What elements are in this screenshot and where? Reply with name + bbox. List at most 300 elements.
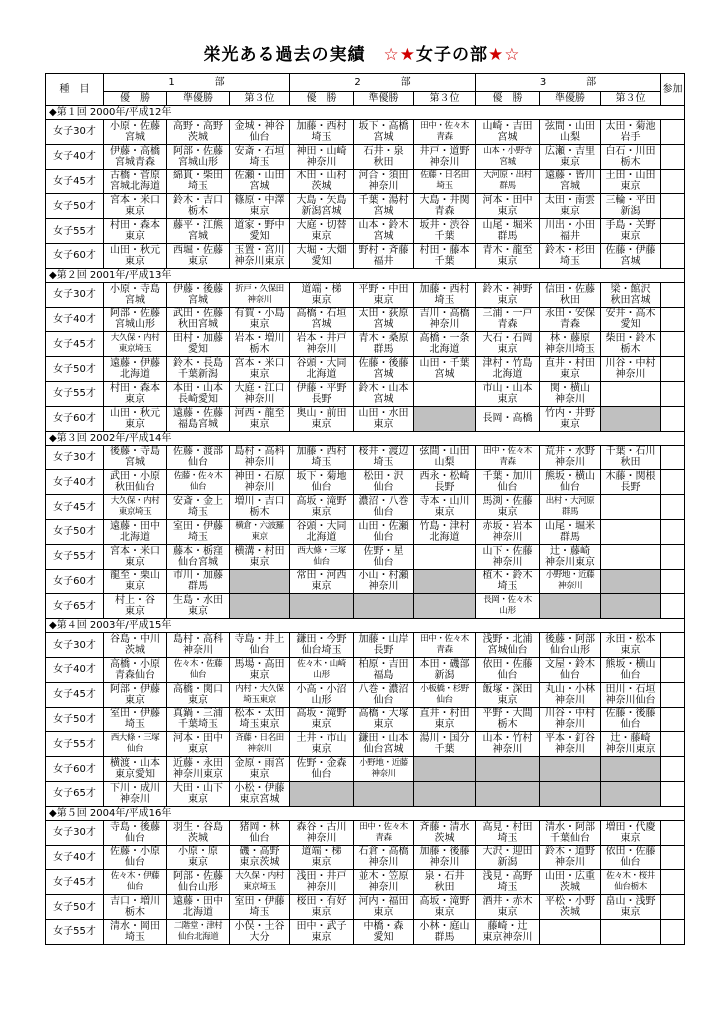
result-cell	[230, 919, 290, 944]
player-prefecture: 仙台	[373, 507, 394, 519]
player-names: 泉・石井	[424, 871, 465, 883]
result-cell	[167, 519, 230, 544]
result-cell	[290, 144, 354, 169]
player-names: 寺島・後藤	[110, 821, 160, 833]
place-third-header: 第３位	[230, 92, 290, 106]
player-names: 高橋・小原	[110, 658, 160, 670]
player-names: 小野地・近藤	[545, 570, 595, 581]
player-names: 安斎・金上	[173, 496, 223, 508]
result-cell	[230, 707, 290, 732]
result-cell	[230, 194, 290, 219]
result-cell	[414, 895, 476, 920]
result-cell	[167, 544, 230, 569]
result-cell	[601, 194, 661, 219]
result-cell	[476, 757, 540, 782]
result-cell	[104, 243, 167, 268]
player-names: 島村・高科	[234, 446, 285, 458]
player-names: 後藤・寺島	[110, 446, 160, 458]
result-cell	[290, 445, 354, 470]
result-cell	[414, 243, 476, 268]
player-names: 鈴木・長島	[173, 358, 223, 370]
player-names: 谷頭・大同	[296, 520, 347, 532]
category-cell: 女子40才	[46, 144, 104, 169]
player-names: 加藤・後藤	[419, 846, 470, 858]
player-names: 大久保・内村	[110, 496, 160, 507]
result-row	[46, 682, 685, 707]
result-cell	[354, 569, 414, 594]
player-prefecture: 神奈川	[371, 769, 396, 780]
result-cell	[414, 282, 476, 307]
player-prefecture: 秋田	[434, 882, 455, 894]
result-row	[46, 307, 685, 332]
player-names: 高坂・滝野	[296, 708, 347, 720]
place-winner-header: 優 勝	[476, 92, 540, 106]
category-cell: 女子30才	[46, 633, 104, 658]
category-cell: 女子55才	[46, 381, 104, 406]
player-prefecture: 北海道	[183, 907, 213, 918]
player-prefecture: 愛知	[620, 319, 641, 331]
player-names: 大島・矢島	[296, 195, 347, 207]
category-cell: 女子55才	[46, 219, 104, 244]
result-cell	[354, 519, 414, 544]
result-row	[46, 194, 685, 219]
player-names: 田中・佐々木	[420, 120, 469, 131]
result-cell	[540, 682, 601, 707]
category-header: 種 目	[46, 74, 104, 106]
player-prefecture: 仙台	[126, 882, 144, 893]
player-names: 山田・佐瀬	[358, 520, 409, 532]
player-prefecture: 東京	[497, 907, 518, 918]
player-prefecture: 長崎愛知	[178, 393, 218, 405]
result-cell	[354, 682, 414, 707]
player-names: 横溝・村田	[234, 545, 285, 557]
result-cell	[414, 470, 476, 495]
player-names: 佐藤・小原	[110, 846, 160, 858]
player-names: 金城・神谷	[234, 120, 285, 132]
player-names: 丸山・小林	[545, 683, 595, 695]
player-prefecture: 千葉新潟	[178, 369, 218, 381]
player-prefecture: 神奈川	[247, 294, 272, 305]
player-prefecture: 群馬	[499, 181, 516, 192]
player-names: 本田・山本	[173, 382, 223, 394]
player-names: 鈴木・山本	[358, 382, 409, 394]
player-prefecture: 栃木	[249, 507, 270, 519]
result-cell	[476, 870, 540, 895]
result-cell	[540, 470, 601, 495]
result-cell	[354, 495, 414, 520]
result-cell	[414, 169, 476, 194]
result-cell	[167, 845, 230, 870]
player-names: 村上・谷	[115, 595, 155, 607]
category-cell: 女子30才	[46, 282, 104, 307]
player-prefecture: 群馬	[434, 931, 455, 943]
player-prefecture: 茨城	[560, 907, 580, 918]
section-header-row	[46, 806, 685, 820]
section-label: ◆第３回 2002年/平成14年	[46, 431, 685, 445]
player-prefecture: 埼玉	[188, 531, 208, 543]
player-prefecture: 青森	[436, 645, 453, 656]
result-cell	[104, 682, 167, 707]
player-prefecture: 茨城	[188, 131, 208, 143]
player-names: 小板橋・杉野	[420, 683, 469, 694]
result-cell	[354, 732, 414, 757]
player-names: 木藤・関根	[605, 471, 656, 483]
result-cell	[414, 757, 476, 782]
result-cell	[290, 870, 354, 895]
result-cell	[476, 219, 540, 244]
result-cell	[476, 307, 540, 332]
result-cell	[354, 845, 414, 870]
result-cell	[104, 332, 167, 357]
result-cell	[354, 919, 414, 944]
player-names: 依田・佐藤	[482, 658, 533, 670]
player-prefecture: 東京	[560, 418, 580, 430]
player-names: 佐藤・日名田	[420, 170, 469, 181]
player-prefecture: 東京	[311, 418, 332, 430]
result-cell	[104, 732, 167, 757]
player-names: 河合・須田	[358, 170, 409, 182]
result-cell	[354, 820, 414, 845]
player-names: 佐藤・佐々木	[173, 471, 223, 482]
result-cell	[230, 544, 290, 569]
result-cell	[476, 781, 540, 806]
result-cell	[354, 707, 414, 732]
player-prefecture: 埼玉	[311, 131, 332, 143]
player-names: 綿貫・柴田	[173, 170, 223, 182]
player-names: 小松・伊藤	[234, 782, 285, 794]
player-names: 藤本・栃窪	[173, 545, 223, 557]
result-row	[46, 120, 685, 145]
result-cell	[354, 169, 414, 194]
player-prefecture: 北海道	[120, 369, 150, 381]
participation-cell	[661, 445, 685, 470]
category-cell: 女子50才	[46, 194, 104, 219]
player-names: 千葉・石川	[605, 446, 656, 458]
player-names: 太田・荻原	[358, 308, 409, 320]
result-cell	[540, 820, 601, 845]
player-prefecture: 長野	[434, 482, 455, 494]
result-cell	[540, 357, 601, 382]
result-row	[46, 845, 685, 870]
player-names: 田中・佐々木	[359, 821, 408, 832]
player-prefecture: 東京	[125, 606, 145, 618]
player-prefecture: 青森	[499, 457, 516, 468]
player-names: 山尾・堀米	[545, 520, 595, 532]
result-cell	[601, 781, 661, 806]
player-prefecture: 栃木	[188, 206, 208, 218]
player-prefecture: 東京	[497, 344, 518, 356]
player-names: 阿部・伊藤	[110, 683, 160, 695]
player-prefecture: 宮城山形	[178, 156, 218, 168]
player-names: 高橋・大塚	[358, 708, 409, 720]
result-cell	[540, 495, 601, 520]
player-prefecture: 仙台	[373, 694, 394, 706]
player-prefecture: 茨城	[560, 882, 580, 894]
player-names: 山田・広重	[545, 871, 595, 883]
result-cell	[414, 406, 476, 431]
player-names: 高野・高野	[173, 120, 223, 132]
result-cell	[601, 594, 661, 619]
result-cell	[540, 381, 601, 406]
result-cell	[290, 243, 354, 268]
section-header-row	[46, 106, 685, 120]
player-prefecture: 山梨	[434, 457, 455, 469]
player-prefecture: 福島宮城	[178, 418, 218, 430]
participation-cell	[661, 682, 685, 707]
participation-cell	[661, 519, 685, 544]
result-cell	[414, 544, 476, 569]
result-cell	[230, 757, 290, 782]
player-names: 田川・石垣	[605, 683, 656, 695]
player-names: 坂井・渋谷	[419, 220, 470, 232]
result-cell	[290, 781, 354, 806]
player-prefecture: 東京	[311, 907, 332, 918]
result-cell	[230, 569, 290, 594]
result-row	[46, 707, 685, 732]
player-names: 小野地・近藤	[359, 758, 408, 769]
category-cell: 女子65才	[46, 781, 104, 806]
player-names: 小山・村瀬	[358, 570, 409, 582]
result-cell	[290, 757, 354, 782]
player-prefecture: 仙台	[373, 556, 394, 568]
player-prefecture: 東京	[560, 206, 580, 218]
player-prefecture: 埼玉東京	[243, 694, 276, 705]
player-prefecture: 栃木	[125, 907, 145, 918]
player-prefecture: 北海道	[492, 369, 523, 381]
player-prefecture: 秋田仙台	[115, 482, 155, 494]
result-cell	[167, 781, 230, 806]
result-cell	[476, 381, 540, 406]
player-prefecture: 仙台	[373, 531, 394, 543]
player-prefecture: 神奈川	[368, 882, 399, 894]
player-names: 大河原・出村	[483, 170, 532, 181]
result-cell	[167, 495, 230, 520]
player-prefecture: 仙台埼玉	[301, 645, 342, 657]
result-cell	[601, 682, 661, 707]
player-names: 西永・松崎	[419, 471, 470, 483]
result-cell	[476, 495, 540, 520]
result-cell	[476, 144, 540, 169]
category-cell: 女子65才	[46, 594, 104, 619]
player-prefecture: 神奈川東京	[173, 769, 223, 781]
result-cell	[167, 569, 230, 594]
player-prefecture: 神奈川	[557, 581, 583, 592]
player-names: 山田・千葉	[419, 358, 470, 370]
player-prefecture: 長野	[620, 482, 641, 494]
player-prefecture: 栃木	[620, 344, 641, 356]
player-prefecture: 東京	[311, 931, 332, 943]
player-names: 浅見・高野	[482, 871, 533, 883]
result-cell	[104, 219, 167, 244]
result-cell	[354, 544, 414, 569]
player-names: 市川・加藤	[173, 570, 223, 582]
player-names: 赤坂・岩本	[482, 520, 533, 532]
player-prefecture: 茨城	[311, 181, 332, 193]
result-row	[46, 544, 685, 569]
result-cell	[540, 845, 601, 870]
player-names: 藤崎・辻	[487, 920, 528, 932]
player-prefecture: 東京	[434, 507, 455, 519]
player-names: 吉口・増川	[110, 896, 160, 907]
player-prefecture: 愛知	[311, 255, 332, 267]
player-prefecture: 埼玉	[497, 581, 518, 593]
player-names: 河西・龍至	[234, 407, 285, 419]
result-row	[46, 381, 685, 406]
result-cell	[601, 470, 661, 495]
player-prefecture: 東京	[620, 181, 641, 193]
player-prefecture: 宮城仙台	[487, 645, 528, 657]
player-prefecture: 仙台	[125, 857, 145, 869]
player-names: 谷島・中川	[110, 634, 160, 646]
player-prefecture: 仙台	[560, 482, 580, 494]
result-cell	[414, 219, 476, 244]
player-prefecture: 東京	[188, 694, 208, 706]
player-prefecture: 埼玉	[497, 882, 518, 894]
player-names: 鈴木・吉口	[173, 195, 223, 207]
result-cell	[167, 682, 230, 707]
player-prefecture: 東京	[125, 581, 145, 593]
player-names: 田中・佐々木	[483, 446, 532, 457]
player-prefecture: 仙台	[189, 482, 207, 493]
result-cell	[540, 406, 601, 431]
player-prefecture: 神奈川	[615, 369, 646, 381]
result-cell	[601, 243, 661, 268]
result-cell	[290, 594, 354, 619]
player-names: 高橋・石垣	[296, 308, 347, 320]
player-names: 佐藤・後藤	[605, 708, 656, 720]
result-cell	[476, 594, 540, 619]
title-sub: 女子の部	[416, 45, 488, 65]
result-cell	[230, 895, 290, 920]
result-cell	[354, 895, 414, 920]
player-prefecture: 東京	[249, 418, 270, 430]
result-row	[46, 569, 685, 594]
player-names: 西大條・三塚	[110, 733, 160, 744]
player-prefecture: 東京	[497, 294, 518, 306]
result-row	[46, 594, 685, 619]
player-names: 出村・大河原	[545, 496, 595, 507]
category-cell: 女子40才	[46, 307, 104, 332]
player-names: 斉藤・日名田	[235, 733, 284, 744]
place-runnerup-header: 準優勝	[167, 92, 230, 106]
header-row-places	[46, 92, 685, 106]
result-cell	[601, 732, 661, 757]
player-names: 阿部・佐藤	[173, 145, 223, 157]
result-cell	[476, 169, 540, 194]
player-prefecture: 神奈川	[306, 882, 337, 894]
section-header-row	[46, 431, 685, 445]
section-header-row	[46, 619, 685, 633]
result-row	[46, 470, 685, 495]
player-names: 山本・竹村	[482, 733, 533, 745]
player-prefecture: 神奈川東京	[234, 255, 285, 267]
player-names: 道端・梯	[301, 283, 342, 295]
category-cell: 女子55才	[46, 732, 104, 757]
player-names: 竹島・津村	[419, 520, 470, 532]
player-names: 直井・村田	[545, 358, 595, 370]
result-cell	[476, 332, 540, 357]
player-prefecture: 東京	[620, 645, 641, 657]
result-cell	[104, 707, 167, 732]
player-names: 河本・田中	[482, 195, 533, 207]
result-cell	[476, 194, 540, 219]
result-row	[46, 870, 685, 895]
player-names: 高橋・関口	[173, 683, 223, 695]
player-names: 山崎・吉田	[482, 120, 533, 132]
player-names: 熊坂・横山	[605, 658, 656, 670]
player-prefecture: 東京	[249, 669, 270, 681]
player-prefecture: 神奈川	[306, 832, 337, 844]
result-cell	[476, 120, 540, 145]
participation-cell	[661, 895, 685, 920]
player-names: 鈴木・神野	[482, 283, 533, 295]
player-names: 桜井・渡辺	[358, 446, 409, 458]
player-names: 森谷・古川	[296, 821, 347, 833]
player-names: 井戸・道野	[419, 145, 470, 157]
participation-cell	[661, 657, 685, 682]
player-prefecture: 仙台	[620, 857, 641, 869]
result-cell	[476, 732, 540, 757]
player-names: 平野・大間	[482, 708, 533, 720]
player-names: 鈴木・道野	[545, 846, 595, 858]
result-cell	[290, 169, 354, 194]
player-prefecture: 宮城	[125, 294, 145, 306]
player-names: 土田・山田	[605, 170, 656, 182]
category-cell: 女子45才	[46, 870, 104, 895]
result-cell	[414, 569, 476, 594]
player-prefecture: 東京神奈川	[482, 931, 533, 943]
result-cell	[104, 895, 167, 920]
player-names: 高見・村田	[482, 821, 533, 833]
result-cell	[230, 307, 290, 332]
result-cell	[230, 219, 290, 244]
player-prefecture: 東京	[125, 418, 145, 430]
player-names: 神田・石原	[234, 471, 285, 483]
result-cell	[290, 820, 354, 845]
result-cell	[290, 282, 354, 307]
result-cell	[104, 381, 167, 406]
player-names: 永田・松本	[605, 634, 656, 646]
player-prefecture: 神奈川	[555, 393, 585, 405]
result-cell	[414, 919, 476, 944]
player-prefecture: 茨城	[188, 832, 208, 844]
result-cell	[601, 657, 661, 682]
result-cell	[104, 544, 167, 569]
player-names: 室田・伊藤	[234, 896, 285, 907]
participation-cell	[661, 243, 685, 268]
result-cell	[167, 594, 230, 619]
player-prefecture: 仙台	[436, 694, 453, 705]
result-cell	[540, 219, 601, 244]
player-names: 飯塚・深田	[482, 683, 533, 695]
result-cell	[601, 919, 661, 944]
result-cell	[167, 282, 230, 307]
player-names: 平松・小野	[545, 896, 595, 907]
result-cell	[354, 445, 414, 470]
result-cell	[104, 169, 167, 194]
player-prefecture: 神奈川	[306, 156, 337, 168]
result-cell	[104, 194, 167, 219]
player-names: 湯川・国分	[419, 733, 470, 745]
player-names: 玉置・宮川	[234, 244, 285, 256]
result-cell	[414, 519, 476, 544]
result-cell	[540, 707, 601, 732]
participation-cell	[661, 707, 685, 732]
player-names: 平本・釘谷	[545, 733, 595, 745]
player-names: 室田・伊藤	[173, 520, 223, 532]
result-cell	[230, 406, 290, 431]
player-names: 遠藤・佐藤	[173, 407, 223, 419]
